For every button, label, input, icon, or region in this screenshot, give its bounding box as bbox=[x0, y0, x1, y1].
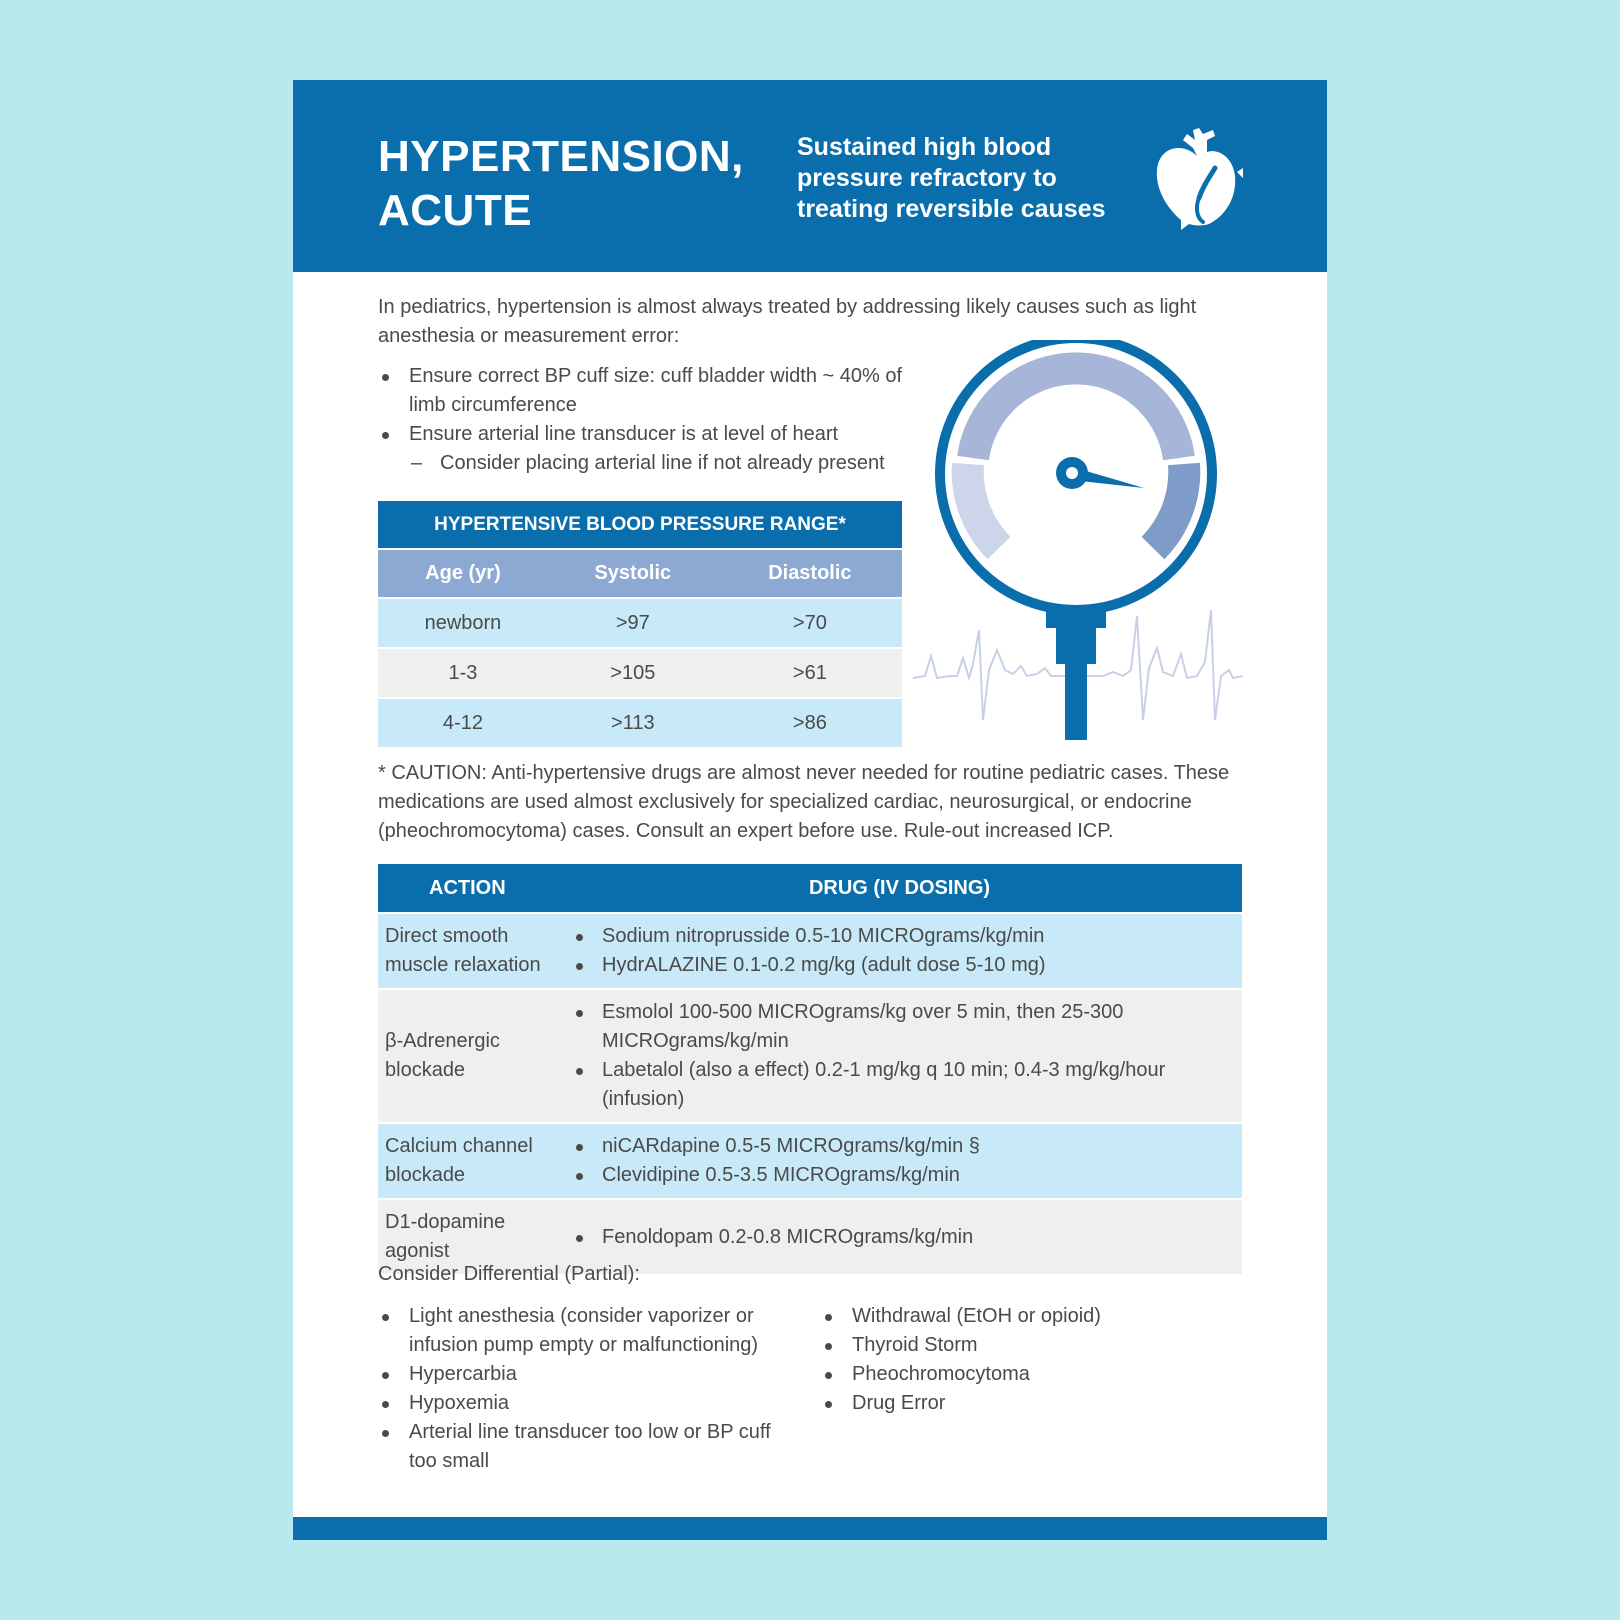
drug-cell bbox=[557, 1124, 1242, 1198]
footer-bar bbox=[293, 1517, 1327, 1540]
drug-table bbox=[378, 862, 1242, 1276]
differential-list-right bbox=[821, 1302, 1241, 1418]
list-item: Clevidipine 0.5-3.5 MICROgrams/kg/min bbox=[571, 1161, 1212, 1190]
action-cell: D1-dopamine agonist bbox=[378, 1200, 557, 1274]
table-cell: >113 bbox=[548, 699, 718, 747]
table-header-row bbox=[378, 864, 1242, 912]
bp-gauge-illustration bbox=[913, 340, 1243, 760]
list-item: Arterial line transducer too low or BP cuff too small bbox=[378, 1418, 798, 1476]
table-header-row bbox=[378, 550, 902, 597]
intro-bullet-list bbox=[378, 362, 938, 478]
differential-title: Consider Differential (Partial): bbox=[378, 1263, 640, 1285]
table-cell: >105 bbox=[548, 649, 718, 697]
page-title bbox=[378, 130, 778, 238]
table-row bbox=[378, 1124, 1242, 1198]
action-cell: Direct smooth muscle relaxation bbox=[378, 914, 557, 988]
action-cell: Calcium channel blockade bbox=[378, 1124, 557, 1198]
list-item: Sodium nitroprusside 0.5-10 MICROgrams/kg/min bbox=[571, 922, 1212, 951]
table-cell: 1-3 bbox=[378, 649, 548, 697]
gauge-hub-center bbox=[1066, 467, 1078, 479]
table-row bbox=[378, 990, 1242, 1122]
header-banner bbox=[293, 80, 1327, 272]
drug-cell bbox=[557, 1200, 1242, 1274]
title-line-2: ACUTE bbox=[378, 186, 533, 235]
list-item: Drug Error bbox=[821, 1389, 1241, 1418]
column-header: DRUG (IV DOSING) bbox=[557, 864, 1242, 912]
column-header: Age (yr) bbox=[378, 550, 548, 597]
table-row bbox=[378, 599, 902, 647]
bp-range-table bbox=[378, 501, 902, 749]
list-item: Fenoldopam 0.2-0.8 MICROgrams/kg/min bbox=[571, 1223, 1212, 1252]
table-cell: >61 bbox=[718, 649, 902, 697]
subtitle-line-2: pressure refractory to bbox=[797, 164, 1057, 192]
table-row bbox=[378, 914, 1242, 988]
list-item: Labetalol (also a effect) 0.2-1 mg/kg q 10 min; 0.4-3 mg/kg/hour (infusion) bbox=[571, 1056, 1212, 1114]
drug-cell bbox=[557, 914, 1242, 988]
list-item: Ensure correct BP cuff size: cuff bladder width ~ 40% of limb circumference bbox=[378, 362, 938, 420]
title-line-1: HYPERTENSION, bbox=[378, 132, 744, 181]
differential-list-left bbox=[378, 1302, 798, 1476]
list-sub-item: – Consider placing arterial line if not already present bbox=[378, 449, 938, 478]
list-item: Hypoxemia bbox=[378, 1389, 798, 1418]
heart-icon bbox=[1153, 128, 1243, 232]
list-item: Withdrawal (EtOH or opioid) bbox=[821, 1302, 1241, 1331]
table-cell: newborn bbox=[378, 599, 548, 647]
table-row bbox=[378, 699, 902, 747]
list-item: Thyroid Storm bbox=[821, 1331, 1241, 1360]
gauge-stem bbox=[1056, 622, 1096, 664]
gauge-stem-foot bbox=[1065, 660, 1087, 740]
list-item: niCARdapine 0.5-5 MICROgrams/kg/min § bbox=[571, 1132, 1212, 1161]
column-header: ACTION bbox=[378, 864, 557, 912]
drug-cell bbox=[557, 990, 1242, 1122]
table-cell: >86 bbox=[718, 699, 902, 747]
column-header: Diastolic bbox=[718, 550, 902, 597]
page-subtitle bbox=[797, 132, 1117, 225]
table-cell: 4-12 bbox=[378, 699, 548, 747]
list-item: HydrALAZINE 0.1-0.2 mg/kg (adult dose 5-10 mg) bbox=[571, 951, 1212, 980]
action-cell: β-Adrenergic blockade bbox=[378, 990, 557, 1122]
table-row bbox=[378, 649, 902, 697]
column-header: Systolic bbox=[548, 550, 718, 597]
table-cell: >70 bbox=[718, 599, 902, 647]
list-item: Esmolol 100-500 MICROgrams/kg over 5 min, then 25-300 MICROgrams/kg/min bbox=[571, 998, 1212, 1056]
intro-text: In pediatrics, hypertension is almost always treated by addressing likely causes such as light anesthesia or measurement error: bbox=[378, 296, 1197, 347]
subtitle-line-1: Sustained high blood bbox=[797, 133, 1052, 161]
list-item: Hypercarbia bbox=[378, 1360, 798, 1389]
caution-note: * CAUTION: Anti-hypertensive drugs are almost never needed for routine pediatric cases. These medications are used almost exclusively for specialized cardiac, neurosurgical, or endocrine (pheochromocytoma) cases. Consult an expert before use. Rule-out increased ICP. bbox=[378, 762, 1230, 842]
list-item: Light anesthesia (consider vaporizer or infusion pump empty or malfunctioning) bbox=[378, 1302, 798, 1360]
bp-table-title: HYPERTENSIVE BLOOD PRESSURE RANGE* bbox=[378, 501, 902, 548]
list-item: Pheochromocytoma bbox=[821, 1360, 1241, 1389]
subtitle-line-3: treating reversible causes bbox=[797, 195, 1106, 223]
info-card bbox=[293, 80, 1327, 1540]
table-cell: >97 bbox=[548, 599, 718, 647]
list-item: Ensure arterial line transducer is at level of heart bbox=[378, 420, 938, 449]
